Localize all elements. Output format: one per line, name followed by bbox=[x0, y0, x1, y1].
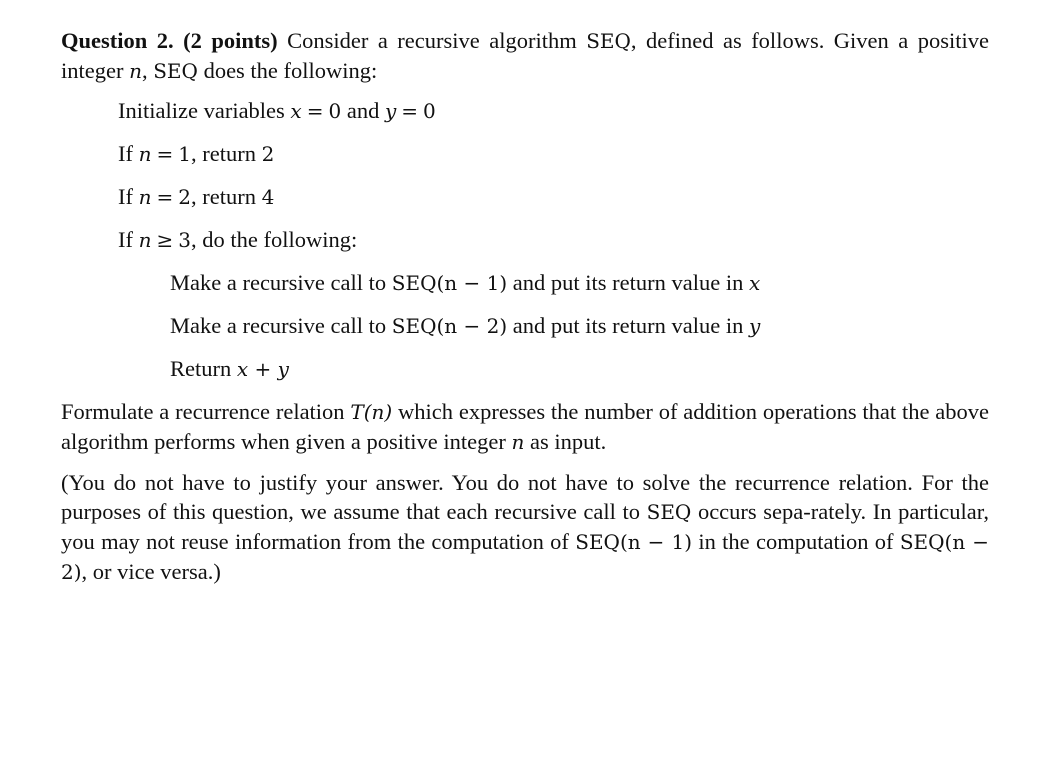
step-text: and put its return value in bbox=[512, 270, 744, 295]
algorithm-step-case-2 bbox=[118, 182, 274, 212]
algorithm-substep-call-2 bbox=[170, 311, 760, 341]
call-arguments: (n − 1) bbox=[436, 271, 508, 295]
variable-x: x bbox=[749, 271, 761, 295]
number-value: 0 bbox=[328, 99, 342, 123]
algorithm-name: SEQ bbox=[391, 271, 437, 295]
paragraph-text: , or vice versa.) bbox=[81, 559, 221, 584]
geq-sign: ≥ bbox=[156, 228, 174, 252]
step-text: If bbox=[118, 227, 133, 252]
step-text: and put its return value in bbox=[512, 313, 744, 338]
variable-n: n bbox=[138, 228, 152, 252]
question-heading: Question 2. (2 points) bbox=[61, 28, 278, 53]
intro-text: Consider a recursive algorithm bbox=[287, 28, 577, 53]
paragraph-text: which expresses the number of addition operations that the above algorithm performs when given a positive integer bbox=[61, 399, 990, 454]
paragraph-text: occurs sepa-rately. In particular, you may not reuse information from the computation of bbox=[61, 499, 989, 554]
number-value: 3 bbox=[178, 228, 192, 252]
variable-y: y bbox=[384, 99, 397, 123]
step-text: Initialize variables bbox=[118, 98, 285, 123]
step-text: and bbox=[346, 98, 380, 123]
algorithm-name: SEQ bbox=[646, 500, 692, 524]
step-text: If bbox=[118, 184, 133, 209]
algorithm-name: SEQ bbox=[391, 314, 437, 338]
algorithm-substep-return bbox=[170, 354, 289, 384]
number-value: 1 bbox=[178, 142, 192, 166]
intro-text: , bbox=[141, 58, 148, 83]
step-text: , return bbox=[191, 184, 256, 209]
step-text: Make a recursive call to bbox=[170, 270, 387, 295]
intro-text: does the following: bbox=[203, 58, 378, 83]
variable-n: n bbox=[138, 142, 152, 166]
algorithm-substep-call-1 bbox=[170, 268, 760, 298]
paragraph-text: Formulate a recurrence relation bbox=[61, 399, 345, 424]
equals-sign: = bbox=[401, 99, 419, 123]
variable-y: y bbox=[749, 314, 761, 338]
recurrence-symbol: T(n) bbox=[350, 400, 393, 424]
sum-expression: x + y bbox=[236, 357, 289, 381]
variable-n: n bbox=[511, 430, 525, 454]
number-value: 0 bbox=[423, 99, 436, 123]
step-text: Make a recursive call to bbox=[170, 313, 387, 338]
variable-n: n bbox=[138, 185, 152, 209]
step-text: Return bbox=[170, 356, 232, 381]
equals-sign: = bbox=[156, 185, 174, 209]
number-value: 4 bbox=[261, 185, 275, 209]
number-value: 2 bbox=[178, 185, 192, 209]
intro-text: , defined as follows. Given a positive integer bbox=[61, 28, 989, 83]
algorithm-name: SEQ bbox=[586, 29, 631, 53]
variable-x: x bbox=[290, 99, 302, 123]
call-arguments: (n − 2) bbox=[436, 314, 508, 338]
paragraph-text: (You do not have to justify your answer. You do not have to solve the recurrence relation. For the purposes of this question, we assume that each recursive call to bbox=[61, 470, 989, 524]
step-text: , return bbox=[191, 141, 256, 166]
algorithm-call: SEQ(n − 1) bbox=[575, 530, 693, 554]
step-text: If bbox=[118, 141, 133, 166]
task-paragraph bbox=[61, 397, 989, 457]
algorithm-step-init bbox=[118, 96, 436, 126]
algorithm-name: SEQ bbox=[153, 59, 198, 83]
paragraph-text: in the computation of bbox=[698, 529, 894, 554]
algorithm-step-case-1 bbox=[118, 139, 274, 169]
note-paragraph bbox=[61, 468, 989, 587]
variable-n: n bbox=[129, 59, 142, 83]
algorithm-step-case-3 bbox=[118, 225, 357, 255]
paragraph-text: as input. bbox=[530, 429, 607, 454]
number-value: 2 bbox=[261, 142, 275, 166]
equals-sign: = bbox=[156, 142, 174, 166]
step-text: , do the following: bbox=[191, 227, 358, 252]
equals-sign: = bbox=[306, 99, 324, 123]
question-intro bbox=[61, 26, 989, 86]
algorithm-call: SEQ(n − 2) bbox=[61, 530, 990, 584]
